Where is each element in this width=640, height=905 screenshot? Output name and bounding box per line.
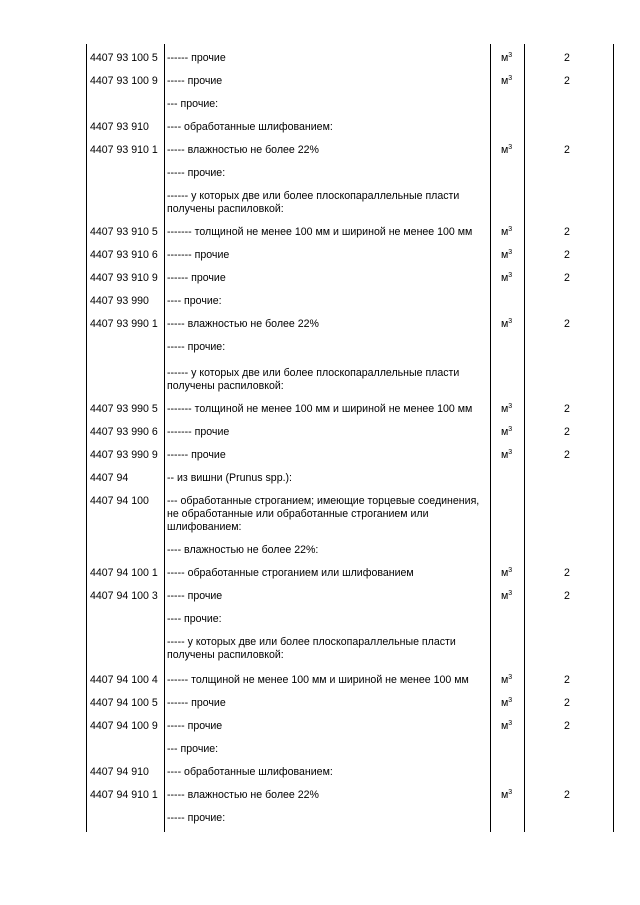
duty-rate: 2 bbox=[564, 449, 570, 461]
duty-rate: 2 bbox=[564, 674, 570, 686]
duty-rate: 2 bbox=[564, 789, 570, 801]
unit-base: м bbox=[501, 426, 509, 438]
duty-rate: 2 bbox=[564, 75, 570, 87]
unit-base: м bbox=[501, 144, 509, 156]
unit-exponent: 3 bbox=[508, 144, 513, 151]
tariff-code: 4407 93 100 9 bbox=[90, 75, 158, 87]
unit-base: м bbox=[501, 52, 509, 64]
duty-rate: 2 bbox=[564, 272, 570, 284]
unit-base: м bbox=[501, 249, 509, 261]
item-description: ----- прочие: bbox=[167, 812, 226, 824]
item-description: ----- прочие bbox=[167, 590, 223, 602]
tariff-code: 4407 94 bbox=[90, 472, 129, 484]
tariff-code: 4407 93 100 5 bbox=[90, 52, 158, 64]
tariff-code: 4407 93 910 5 bbox=[90, 226, 158, 238]
duty-rate: 2 bbox=[564, 426, 570, 438]
unit-exponent: 3 bbox=[508, 249, 513, 256]
duty-rate: 2 bbox=[564, 249, 570, 261]
item-description: ------- прочие bbox=[167, 426, 230, 438]
unit-exponent: 3 bbox=[508, 674, 513, 681]
item-description: --- прочие: bbox=[167, 98, 219, 110]
tariff-code: 4407 93 990 bbox=[90, 295, 149, 307]
tariff-code: 4407 93 910 1 bbox=[90, 144, 158, 156]
unit-base: м bbox=[501, 272, 509, 284]
item-description: --- прочие: bbox=[167, 743, 219, 755]
column-divider-unit bbox=[524, 44, 525, 832]
unit-exponent: 3 bbox=[508, 449, 513, 456]
unit-base: м bbox=[501, 697, 509, 709]
unit-of-measure bbox=[501, 144, 512, 157]
unit-base: м bbox=[501, 720, 509, 732]
column-divider-code bbox=[164, 44, 165, 832]
item-description: ------- прочие bbox=[167, 249, 230, 261]
unit-of-measure bbox=[501, 426, 512, 439]
item-description: -- из вишни (Prunus spp.): bbox=[167, 472, 293, 484]
unit-exponent: 3 bbox=[508, 697, 513, 704]
item-description: ------ прочие bbox=[167, 272, 226, 284]
item-description: ------ прочие bbox=[167, 52, 226, 64]
unit-exponent: 3 bbox=[508, 75, 513, 82]
unit-exponent: 3 bbox=[508, 720, 513, 727]
tariff-code: 4407 94 100 5 bbox=[90, 697, 158, 709]
unit-of-measure bbox=[501, 403, 512, 416]
unit-base: м bbox=[501, 590, 509, 602]
item-description: ---- прочие: bbox=[167, 613, 222, 625]
unit-base: м bbox=[501, 567, 509, 579]
unit-of-measure bbox=[501, 75, 512, 88]
tariff-code: 4407 94 100 4 bbox=[90, 674, 158, 686]
tariff-code: 4407 93 910 9 bbox=[90, 272, 158, 284]
item-description: ---- обработанные шлифованием: bbox=[167, 121, 333, 133]
unit-exponent: 3 bbox=[508, 426, 513, 433]
item-description: ---- обработанные шлифованием: bbox=[167, 766, 333, 778]
unit-of-measure bbox=[501, 590, 512, 603]
unit-exponent: 3 bbox=[508, 789, 513, 796]
table-border-right bbox=[613, 44, 614, 832]
unit-of-measure bbox=[501, 789, 512, 802]
unit-base: м bbox=[501, 226, 509, 238]
item-description: ------- толщиной не менее 100 мм и шириной не менее 100 мм bbox=[167, 403, 473, 415]
table-border-left bbox=[86, 44, 87, 832]
tariff-code: 4407 93 910 6 bbox=[90, 249, 158, 261]
unit-of-measure bbox=[501, 249, 512, 262]
unit-of-measure bbox=[501, 674, 512, 687]
duty-rate: 2 bbox=[564, 720, 570, 732]
tariff-code: 4407 94 100 3 bbox=[90, 590, 158, 602]
duty-rate: 2 bbox=[564, 226, 570, 238]
tariff-code: 4407 94 100 1 bbox=[90, 567, 158, 579]
duty-rate: 2 bbox=[564, 318, 570, 330]
item-description: ------ прочие bbox=[167, 449, 226, 461]
item-description: ------ у которых две или более плоскопараллельные пласти получены распиловкой: bbox=[167, 190, 460, 215]
tariff-code: 4407 93 910 bbox=[90, 121, 149, 133]
unit-base: м bbox=[501, 75, 509, 87]
tariff-code: 4407 94 910 1 bbox=[90, 789, 158, 801]
unit-base: м bbox=[501, 403, 509, 415]
duty-rate: 2 bbox=[564, 590, 570, 602]
item-description: ----- прочие bbox=[167, 720, 223, 732]
unit-base: м bbox=[501, 318, 509, 330]
unit-of-measure bbox=[501, 318, 512, 331]
tariff-code: 4407 93 990 5 bbox=[90, 403, 158, 415]
duty-rate: 2 bbox=[564, 144, 570, 156]
unit-of-measure bbox=[501, 226, 512, 239]
unit-of-measure bbox=[501, 52, 512, 65]
tariff-code: 4407 93 990 9 bbox=[90, 449, 158, 461]
item-description: ------ у которых две или более плоскопараллельные пласти получены распиловкой: bbox=[167, 367, 460, 392]
unit-of-measure bbox=[501, 449, 512, 462]
item-description: ----- влажностью не более 22% bbox=[167, 144, 319, 156]
unit-exponent: 3 bbox=[508, 52, 513, 59]
item-description: ------- толщиной не менее 100 мм и шириной не менее 100 мм bbox=[167, 226, 473, 238]
duty-rate: 2 bbox=[564, 567, 570, 579]
duty-rate: 2 bbox=[564, 403, 570, 415]
unit-exponent: 3 bbox=[508, 272, 513, 279]
item-description: ---- влажностью не более 22%: bbox=[167, 544, 319, 556]
unit-base: м bbox=[501, 674, 509, 686]
column-divider-description bbox=[490, 44, 491, 832]
tariff-code: 4407 94 100 bbox=[90, 495, 149, 507]
tariff-code: 4407 94 100 9 bbox=[90, 720, 158, 732]
item-description: ------ толщиной не менее 100 мм и шириной не менее 100 мм bbox=[167, 674, 469, 686]
unit-base: м bbox=[501, 789, 509, 801]
unit-of-measure bbox=[501, 272, 512, 285]
unit-exponent: 3 bbox=[508, 318, 513, 325]
item-description: ----- прочие: bbox=[167, 167, 226, 179]
item-description: ----- влажностью не более 22% bbox=[167, 318, 319, 330]
item-description: ----- влажностью не более 22% bbox=[167, 789, 319, 801]
duty-rate: 2 bbox=[564, 52, 570, 64]
unit-of-measure bbox=[501, 697, 512, 710]
item-description: --- обработанные строганием; имеющие торцевые соединения, не обработанные или обработанные строганием или шлифованием: bbox=[167, 495, 480, 533]
unit-exponent: 3 bbox=[508, 403, 513, 410]
unit-exponent: 3 bbox=[508, 590, 513, 597]
unit-of-measure bbox=[501, 720, 512, 733]
unit-of-measure bbox=[501, 567, 512, 580]
unit-base: м bbox=[501, 449, 509, 461]
item-description: ------ прочие bbox=[167, 697, 226, 709]
item-description: ----- прочие bbox=[167, 75, 223, 87]
tariff-code: 4407 93 990 6 bbox=[90, 426, 158, 438]
item-description: ----- прочие: bbox=[167, 341, 226, 353]
item-description: ---- прочие: bbox=[167, 295, 222, 307]
unit-exponent: 3 bbox=[508, 567, 513, 574]
item-description: ----- у которых две или более плоскопараллельные пласти получены распиловкой: bbox=[167, 636, 456, 661]
tariff-code: 4407 93 990 1 bbox=[90, 318, 158, 330]
duty-rate: 2 bbox=[564, 697, 570, 709]
item-description: ----- обработанные строганием или шлифованием bbox=[167, 567, 414, 579]
unit-exponent: 3 bbox=[508, 226, 513, 233]
tariff-code: 4407 94 910 bbox=[90, 766, 149, 778]
